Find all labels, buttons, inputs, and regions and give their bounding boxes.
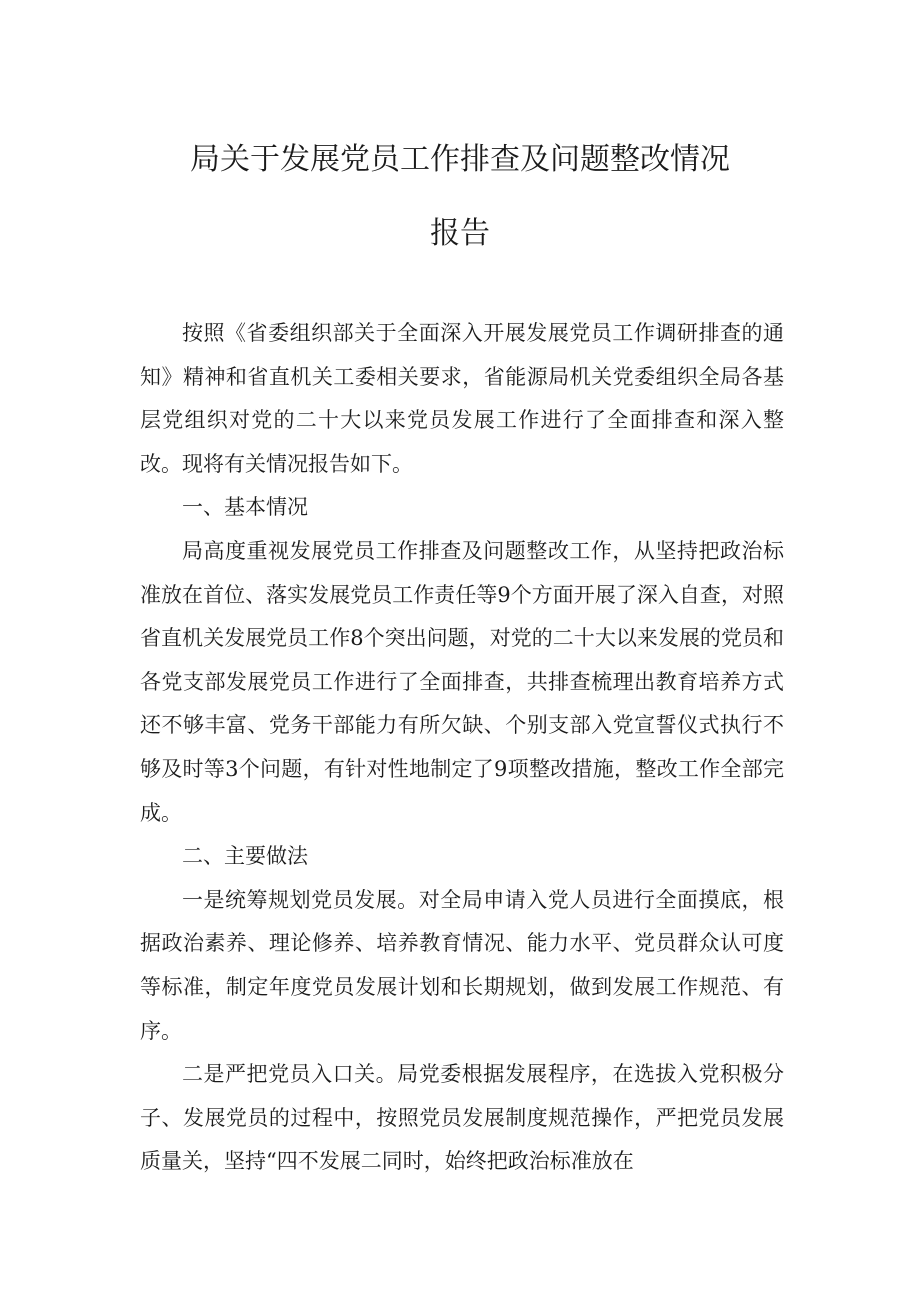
- section-heading-main-practices: 二、主要做法: [182, 844, 308, 869]
- document-body: [140, 312, 784, 1184]
- intro-paragraph: 按照《省委组织部关于全面深入开展发展党员工作调研排查的通知》精神和省直机关工委相关要求，省能源局机关党委组织全局各基层党组织对党的二十大以来党员发展工作进行了全面排查和深入整改。现将有关情况报告如下。: [140, 321, 784, 476]
- document-title-line-2: 报告: [430, 216, 490, 251]
- main-practices-paragraph-2: 二是严把党员入口关。局党委根据发展程序，在选拔入党积极分子、发展党员的过程中，按照党员发展制度规范操作，严把党员发展质量关，坚持“四不发展二同时，始终把政治标准放在: [140, 1062, 784, 1174]
- document-title-line-1: 局关于发展党员工作排查及问题整改情况: [190, 142, 730, 177]
- basic-situation-paragraph: 局高度重视发展党员工作排查及问题整改工作，从坚持把政治标准放在首位、落实发展党员工作责任等9个方面开展了深入自查，对照省直机关发展党员工作8个突出问题，对党的二十大以来发展的党员和各党支部发展党员工作进行了全面排查，共排查梳理出教育培养方式还不够丰富、党务干部能力有所欠缺、个别支部入党宣誓仪式执行不够及时等3个问题，有针对性地制定了9项整改措施，整改工作全部完成。: [140, 538, 784, 825]
- section-heading-basic-situation: 一、基本情况: [182, 495, 308, 520]
- main-practices-paragraph-1: 一是统筹规划党员发展。对全局申请入党人员进行全面摸底，根据政治素养、理论修养、培养教育情况、能力水平、党员群众认可度等标准，制定年度党员发展计划和长期规划，做到发展工作规范、有序。: [140, 887, 784, 1043]
